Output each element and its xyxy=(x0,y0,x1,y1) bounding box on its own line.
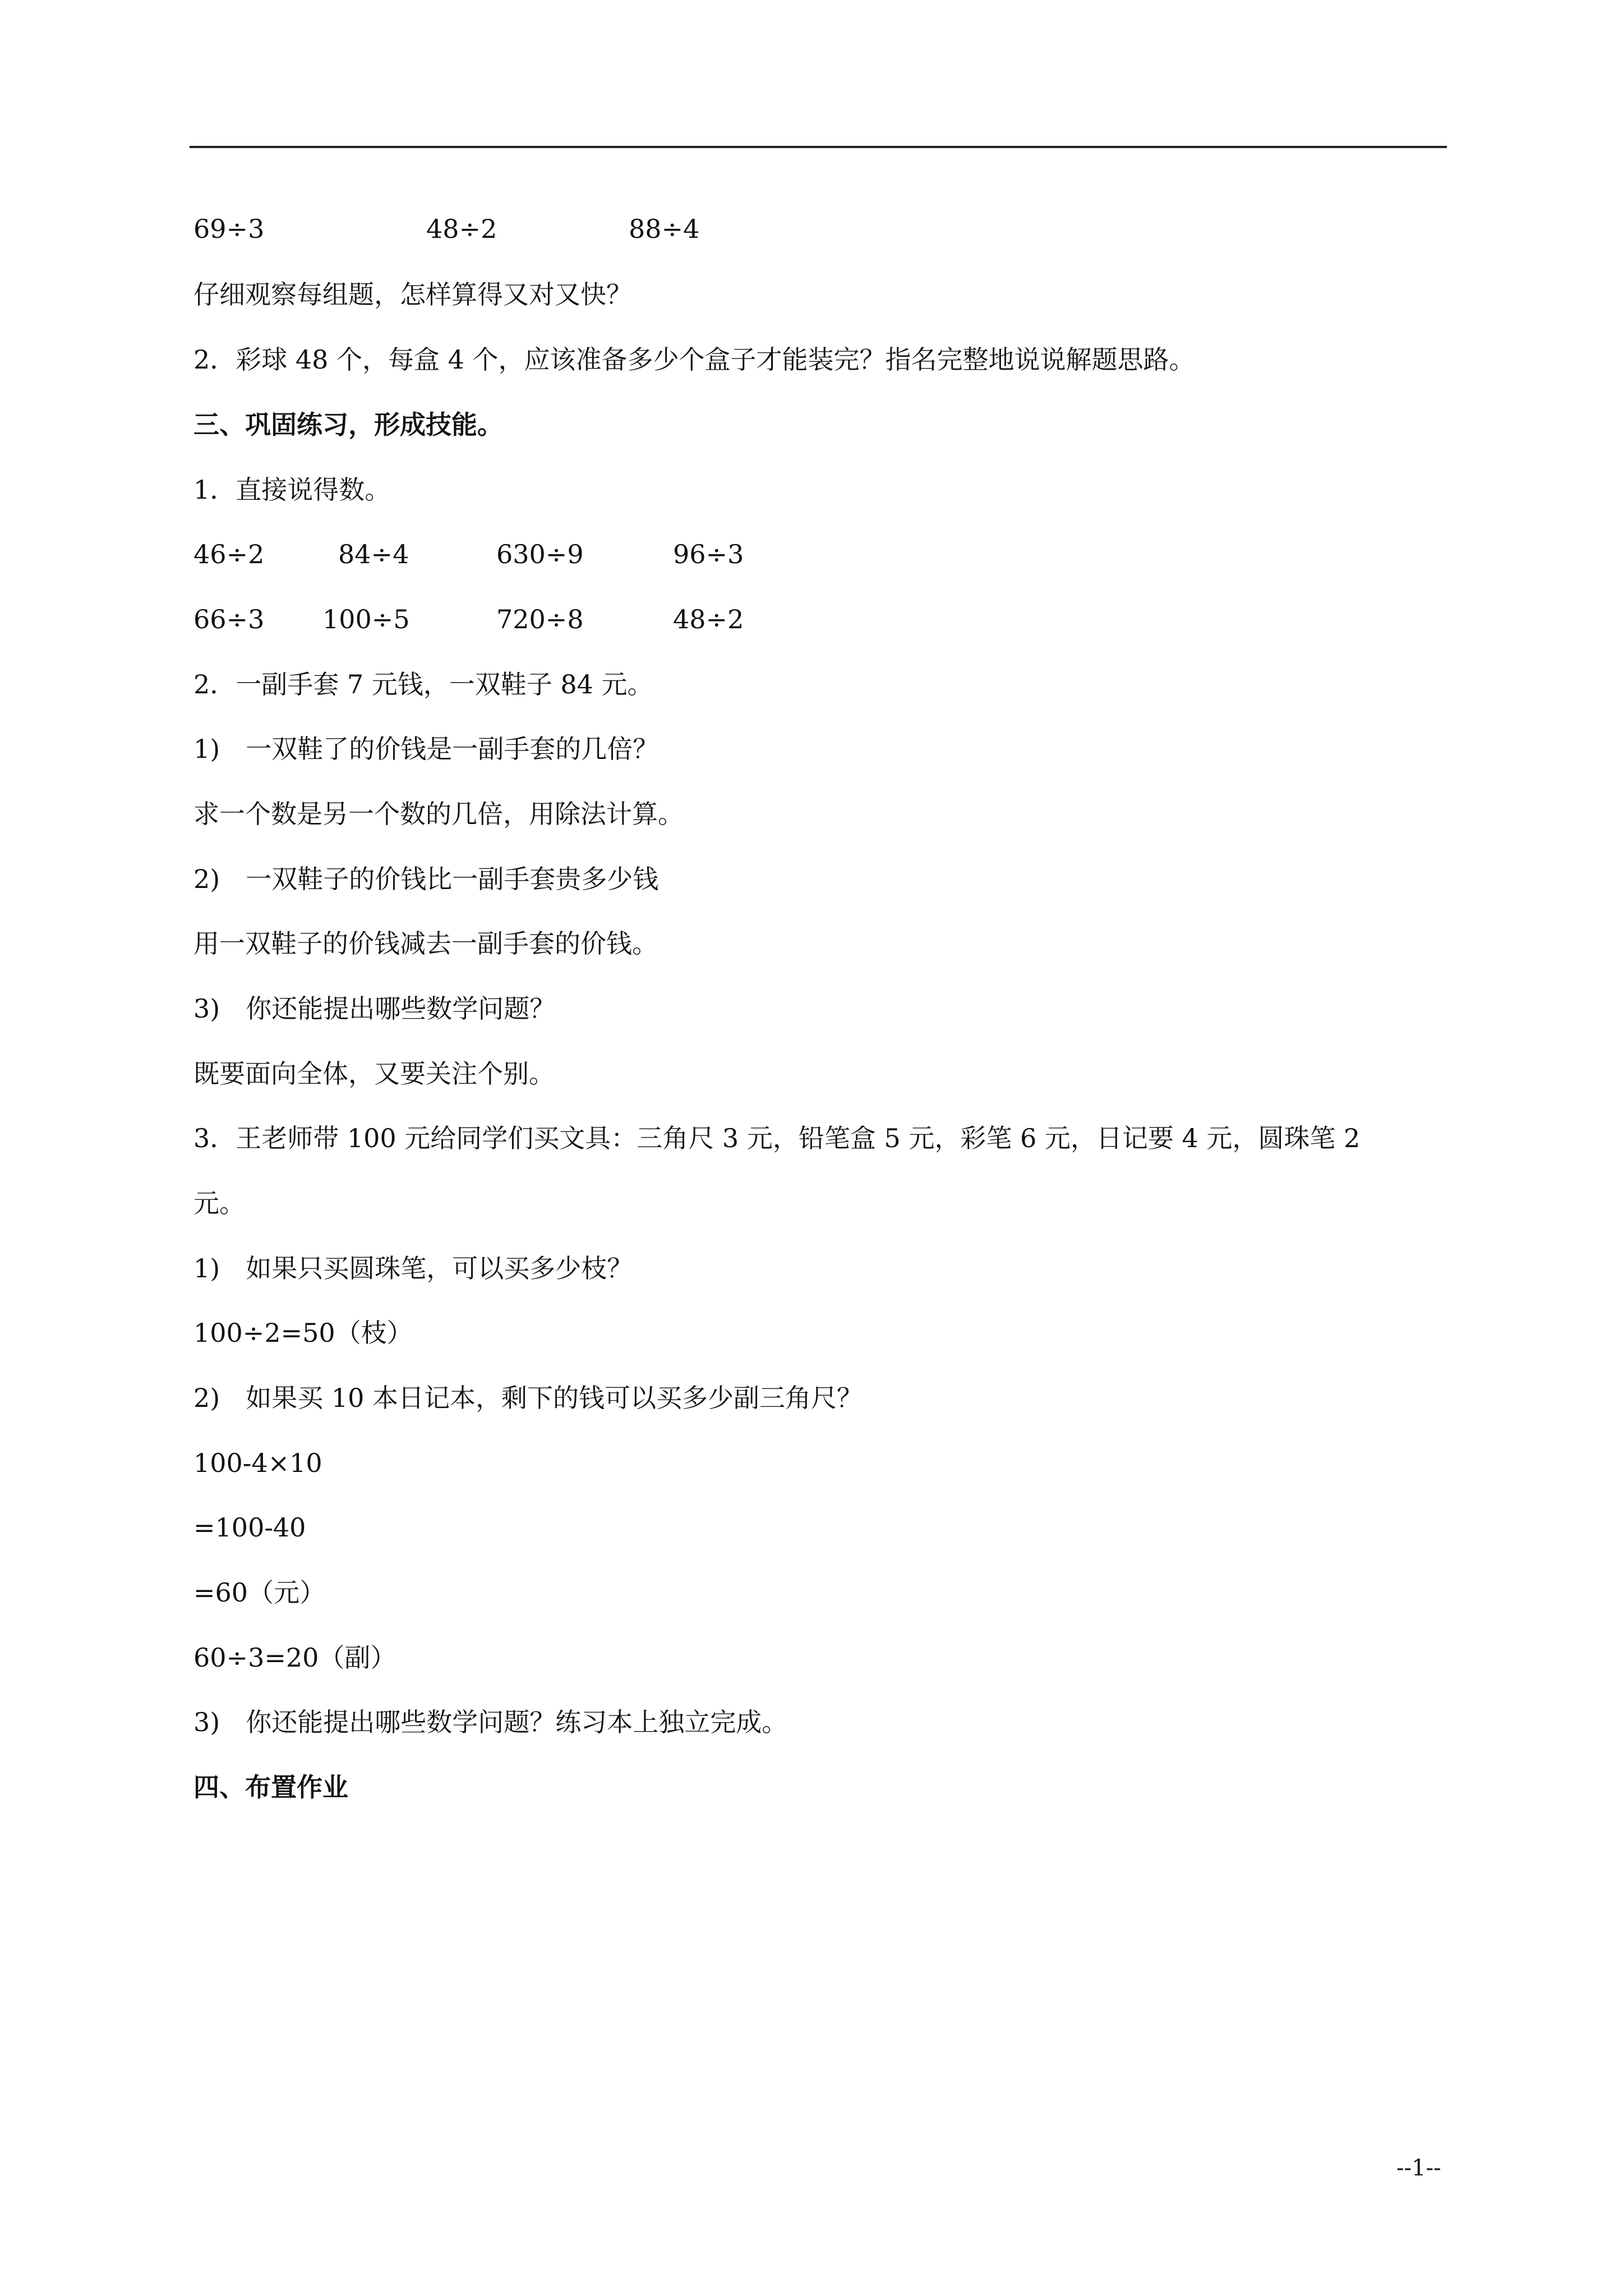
observe-note: 仔细观察每组题，怎样算得又对又快？ xyxy=(193,279,632,310)
problem-2: 2．彩球 48 个，每盒 4 个，应该准备多少个盒子才能装完？指名完整地说说解题思路。 xyxy=(193,344,1195,375)
exercise-1-title: 1．直接说得数。 xyxy=(193,475,391,505)
oral-item: 66÷3 xyxy=(193,604,265,634)
exercise-3-line-2: 元。 xyxy=(193,1188,245,1218)
exercise-2-question-2: 2) 一双鞋子的价钱比一副手套贵多少钱 xyxy=(193,864,659,894)
exercise-3-calc-3: =60（元） xyxy=(193,1577,326,1608)
oral-item: 96÷3 xyxy=(673,539,744,569)
section-4-title: 四、布置作业 xyxy=(193,1772,348,1802)
division-item: 48÷2 xyxy=(426,214,497,244)
exercise-3-calc-2: =100-40 xyxy=(193,1512,306,1543)
exercise-2-answer-3: 既要面向全体，又要关注个别。 xyxy=(193,1059,555,1089)
exercise-3-answer-1: 100÷2=50（枝） xyxy=(193,1318,413,1348)
exercise-3-question-1: 1) 如果只买圆珠笔，可以买多少枝？ xyxy=(193,1253,633,1283)
exercise-2-question-1: 1) 一双鞋了的价钱是一副手套的几倍？ xyxy=(193,734,659,764)
exercise-2-question-3: 3) 你还能提出哪些数学问题？ xyxy=(193,993,556,1024)
exercise-2-answer-2: 用一双鞋子的价钱减去一副手套的价钱。 xyxy=(193,928,658,959)
exercise-2-answer-1: 求一个数是另一个数的几倍，用除法计算。 xyxy=(193,799,684,829)
oral-item: 84÷4 xyxy=(338,539,409,569)
exercise-3-line-1: 3．王老师带 100 元给同学们买文具：三角尺 3 元，铅笔盒 5 元，彩笔 6 元，日记要 4 元，圆珠笔 2 xyxy=(193,1123,1361,1153)
exercise-3-question-2: 2) 如果买 10 本日记本，剩下的钱可以买多少副三角尺？ xyxy=(193,1383,863,1413)
section-3-title: 三、巩固练习，形成技能。 xyxy=(193,409,503,440)
oral-item: 100÷5 xyxy=(322,604,410,634)
exercise-3-question-3: 3) 你还能提出哪些数学问题？练习本上独立完成。 xyxy=(193,1707,788,1737)
oral-item: 46÷2 xyxy=(193,539,265,569)
division-row-1 xyxy=(193,212,810,246)
exercise-3-calc-1: 100-4×10 xyxy=(193,1448,322,1478)
division-item: 88÷4 xyxy=(629,214,700,244)
oral-item: 48÷2 xyxy=(673,604,744,634)
oral-item: 630÷9 xyxy=(496,539,584,569)
header-rule xyxy=(190,146,1447,148)
exercise-2-title: 2．一副手套 7 元钱，一双鞋子 84 元。 xyxy=(193,669,653,700)
oral-row-1 xyxy=(193,537,810,571)
oral-item: 720÷8 xyxy=(496,604,584,634)
division-item: 69÷3 xyxy=(193,214,265,244)
oral-row-2 xyxy=(193,602,810,636)
exercise-3-calc-4: 60÷3=20（副） xyxy=(193,1642,396,1673)
page-number: --1-- xyxy=(1396,2155,1441,2181)
